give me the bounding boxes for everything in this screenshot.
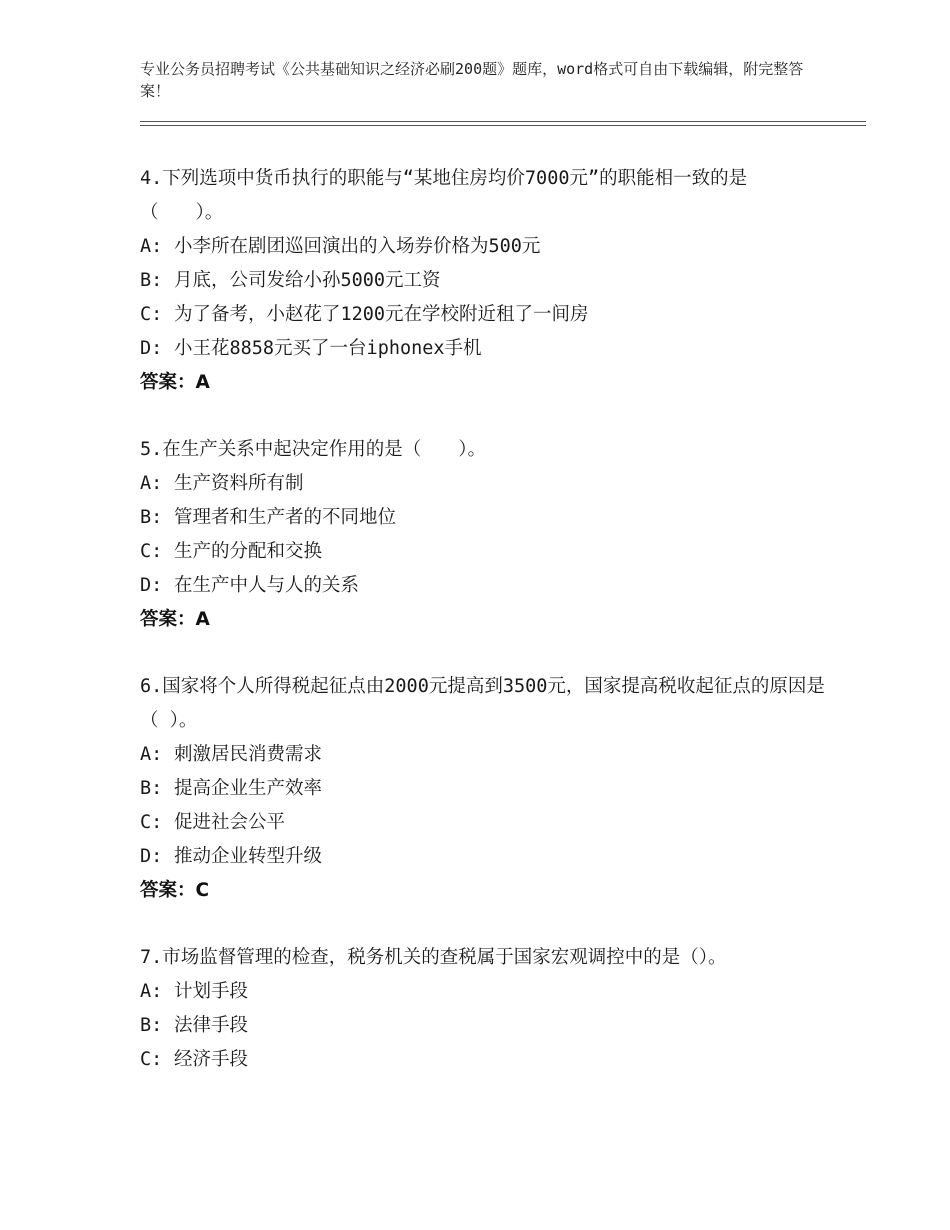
option-d [140, 840, 830, 874]
question-list [140, 162, 830, 1110]
answer-line: 答案：C [140, 880, 210, 901]
document-header: 专业公务员招聘考试《公共基础知识之经济必刷200题》题库，word格式可自由下载编辑，附完整答案！ [140, 60, 804, 100]
option-a [140, 467, 830, 501]
option-key: C: [140, 304, 163, 325]
option-text: 小李所在剧团巡回演出的入场券价格为500元 [174, 236, 541, 257]
option-a [140, 975, 830, 1009]
answer-line: 答案：A [140, 609, 210, 630]
option-text: 计划手段 [174, 981, 249, 1002]
option-key: C: [140, 541, 163, 562]
question-5 [140, 433, 830, 637]
option-key: B: [140, 778, 163, 799]
question-4 [140, 162, 830, 400]
question-stem: 5.在生产关系中起决定作用的是（ ）。 [140, 439, 487, 460]
option-d [140, 332, 830, 366]
option-key: B: [140, 1015, 163, 1036]
option-c [140, 1043, 830, 1077]
option-b [140, 264, 830, 298]
option-key: C: [140, 812, 163, 833]
option-text: 月底，公司发给小孙5000元工资 [174, 270, 441, 291]
answer-line: 答案：A [140, 372, 210, 393]
option-text: 促进社会公平 [174, 812, 286, 833]
option-key: A: [140, 744, 163, 765]
option-key: A: [140, 473, 163, 494]
option-text: 推动企业转型升级 [174, 846, 323, 867]
option-text: 法律手段 [174, 1015, 249, 1036]
option-c [140, 535, 830, 569]
option-text: 生产的分配和交换 [174, 541, 323, 562]
option-key: A: [140, 981, 163, 1002]
option-key: B: [140, 507, 163, 528]
option-key: A: [140, 236, 163, 257]
option-key: D: [140, 338, 163, 359]
option-text: 为了备考，小赵花了1200元在学校附近租了一间房 [174, 304, 589, 325]
option-key: C: [140, 1049, 163, 1070]
option-text: 小王花8858元买了一台iphonex手机 [174, 338, 482, 359]
option-c [140, 806, 830, 840]
option-b [140, 1009, 830, 1043]
option-b [140, 501, 830, 535]
option-text: 经济手段 [174, 1049, 249, 1070]
option-key: D: [140, 846, 163, 867]
option-c [140, 298, 830, 332]
option-key: B: [140, 270, 163, 291]
question-7 [140, 941, 830, 1077]
question-stem: 4.下列选项中货币执行的职能与“某地住房均价7000元”的职能相一致的是（ ）。 [140, 168, 748, 223]
option-text: 在生产中人与人的关系 [174, 575, 360, 596]
option-a [140, 230, 830, 264]
option-b [140, 772, 830, 806]
question-6 [140, 670, 830, 908]
question-stem: 7.市场监督管理的检查，税务机关的查税属于国家宏观调控中的是（）。 [140, 947, 727, 968]
option-text: 生产资料所有制 [174, 473, 304, 494]
option-d [140, 569, 830, 603]
option-text: 提高企业生产效率 [174, 778, 323, 799]
option-a [140, 738, 830, 772]
option-text: 管理者和生产者的不同地位 [174, 507, 397, 528]
option-text: 刺激居民消费需求 [174, 744, 323, 765]
header-divider [140, 121, 866, 126]
question-stem: 6.国家将个人所得税起征点由2000元提高到3500元，国家提高税收起征点的原因是（ ）。 [140, 676, 825, 731]
option-key: D: [140, 575, 163, 596]
